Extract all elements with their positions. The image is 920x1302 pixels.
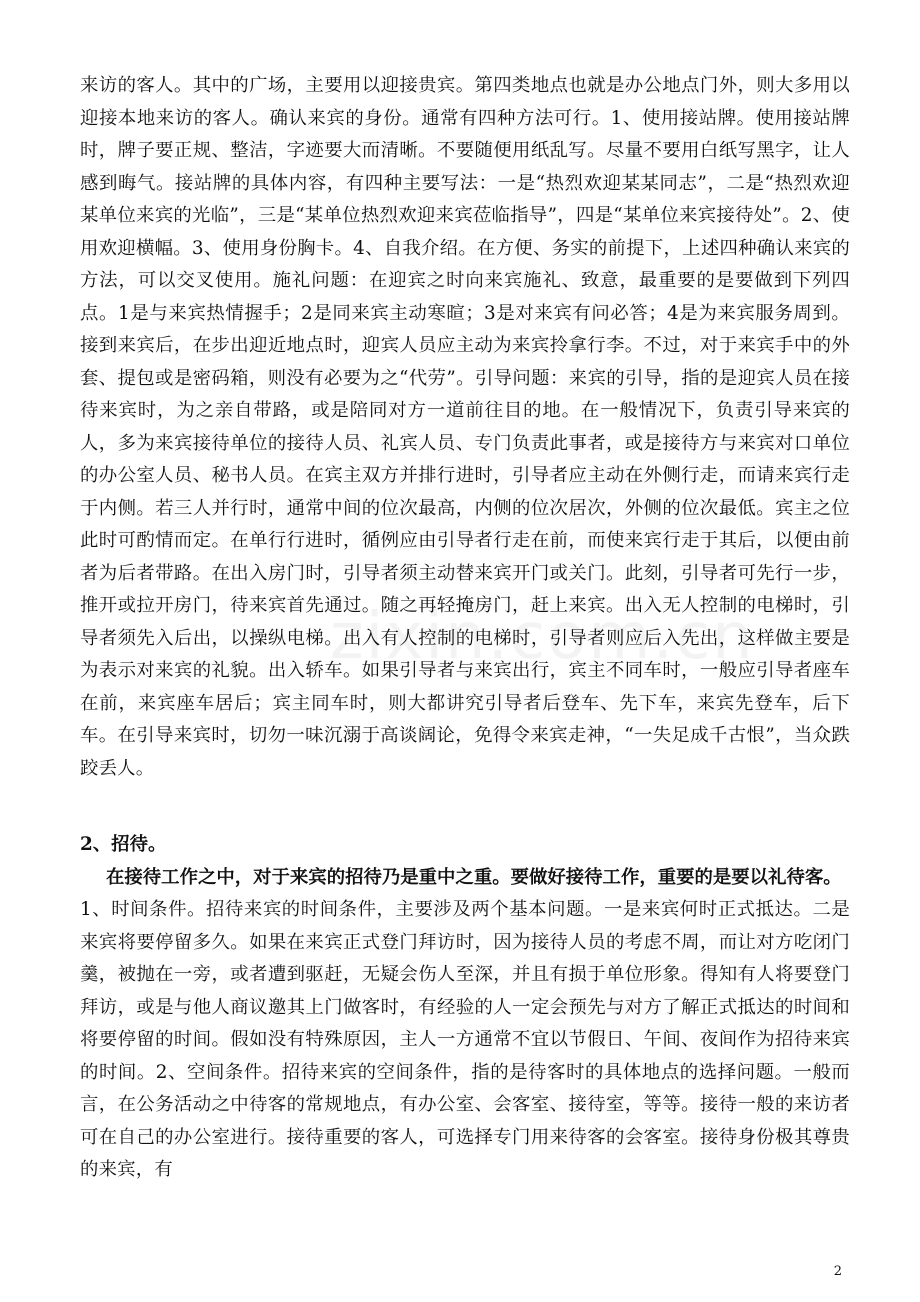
page-number: 2 — [833, 1264, 842, 1279]
section-body-paragraph: 1、时间条件。招待来宾的时间条件，主要涉及两个基本问题。一是来宾何时正式抵达。二是来宾将要停留多久。如果在来宾正式登门拜访时，因为接待人员的考虑不周，而让对方吃闭门羹，被抛在一旁，或者遭到驱赶，无疑会伤人至深，并且有损于单位形象。得知有人将要登门拜访，或是与他人商议邀其上门做客时，有经验的人一定会预先与对方了解正式抵达的时间和将要停留的时间。假如没有特殊原因，主人一方通常不宜以节假日、午间、夜间作为招待来宾的时间。2、空间条件。招待来宾的空间条件，指的是待客时的具体地点的选择问题。一般而言，在公务活动之中待客的常规地点，有办公室、会客室、接待室，等等。接待一般的来访者可在自己的办公室进行。接待重要的客人，可选择专门用来待客的会客室。接待身份极其尊贵的来宾，有 — [80, 899, 850, 1180]
document-page — [80, 70, 850, 1187]
section-lead-sentence: 在接待工作之中，对于来宾的招待乃是重中之重。要做好接待工作，重要的是要以礼待客。 — [106, 866, 842, 888]
section-heading: 2、招待。 — [80, 834, 167, 855]
continuation-paragraph: 来访的客人。其中的广场，主要用以迎接贵宾。第四类地点也就是办公地点门外，则大多用以迎接本地来访的客人。确认来宾的身份。通常有四种方法可行。1、使用接站牌。使用接站牌时，牌子要正规、整洁，字迹要大而清晰。不要随便用纸乱写。尽量不要用白纸写黑字，让人感到晦气。接站牌的具体内容，有四种主要写法：一是“热烈欢迎某某同志”，二是“热烈欢迎某单位来宾的光临”，三是“某单位热烈欢迎来宾莅临指导”，四是“某单位来宾接待处”。2、使用欢迎横幅。3、使用身份胸卡。4、自我介绍。在方便、务实的前提下，上述四种确认来宾的方法，可以交叉使用。施礼问题：在迎宾之时向来宾施礼、致意，最重要的是要做到下列四点。1是与来宾热情握手；2是同来宾主动寒暄；3是对来宾有问必答；4是为来宾服务周到。接到来宾后，在步出迎近地点时，迎宾人员应主动为来宾拎拿行李。不过，对于来宾手中的外套、提包或是密码箱，则没有必要为之“代劳”。引导问题：来宾的引导，指的是迎宾人员在接待来宾时，为之亲自带路，或是陪同对方一道前往目的地。在一般情况下，负责引导来宾的人，多为来宾接待单位的接待人员、礼宾人员、专门负责此事者，或是接待方与来宾对口单位的办公室人员、秘书人员。在宾主双方并排行进时，引导者应主动在外侧行走，而请来宾行走于内侧。若三人并行时，通常中间的位次最高，内侧的位次居次，外侧的位次最低。宾主之位此时可酌情而定。在单行行进时，循例应由引导者行走在前，而使来宾行走于其后，以便由前者为后者带路。在出入房门时，引导者须主动替来宾开门或关门。此刻，引导者可先行一步，推开或拉开房门，待来宾首先通过。随之再轻掩房门，赶上来宾。出入无人控制的电梯时，引导者须先入后出，以操纵电梯。出入有人控制的电梯时，引导者则应后入先出，这样做主要是为表示对来宾的礼貌。出入轿车。如果引导者与来宾出行，宾主不同车时，一般应引导者座车在前，来宾座车居后；宾主同车时，则大都讲究引导者后登车、先下车，来宾先登车，后下车。在引导来宾时，切勿一味沉溺于高谈阔论，免得令来宾走神，“一失足成千古恨”，当众跌跤丢人。 — [80, 75, 850, 779]
